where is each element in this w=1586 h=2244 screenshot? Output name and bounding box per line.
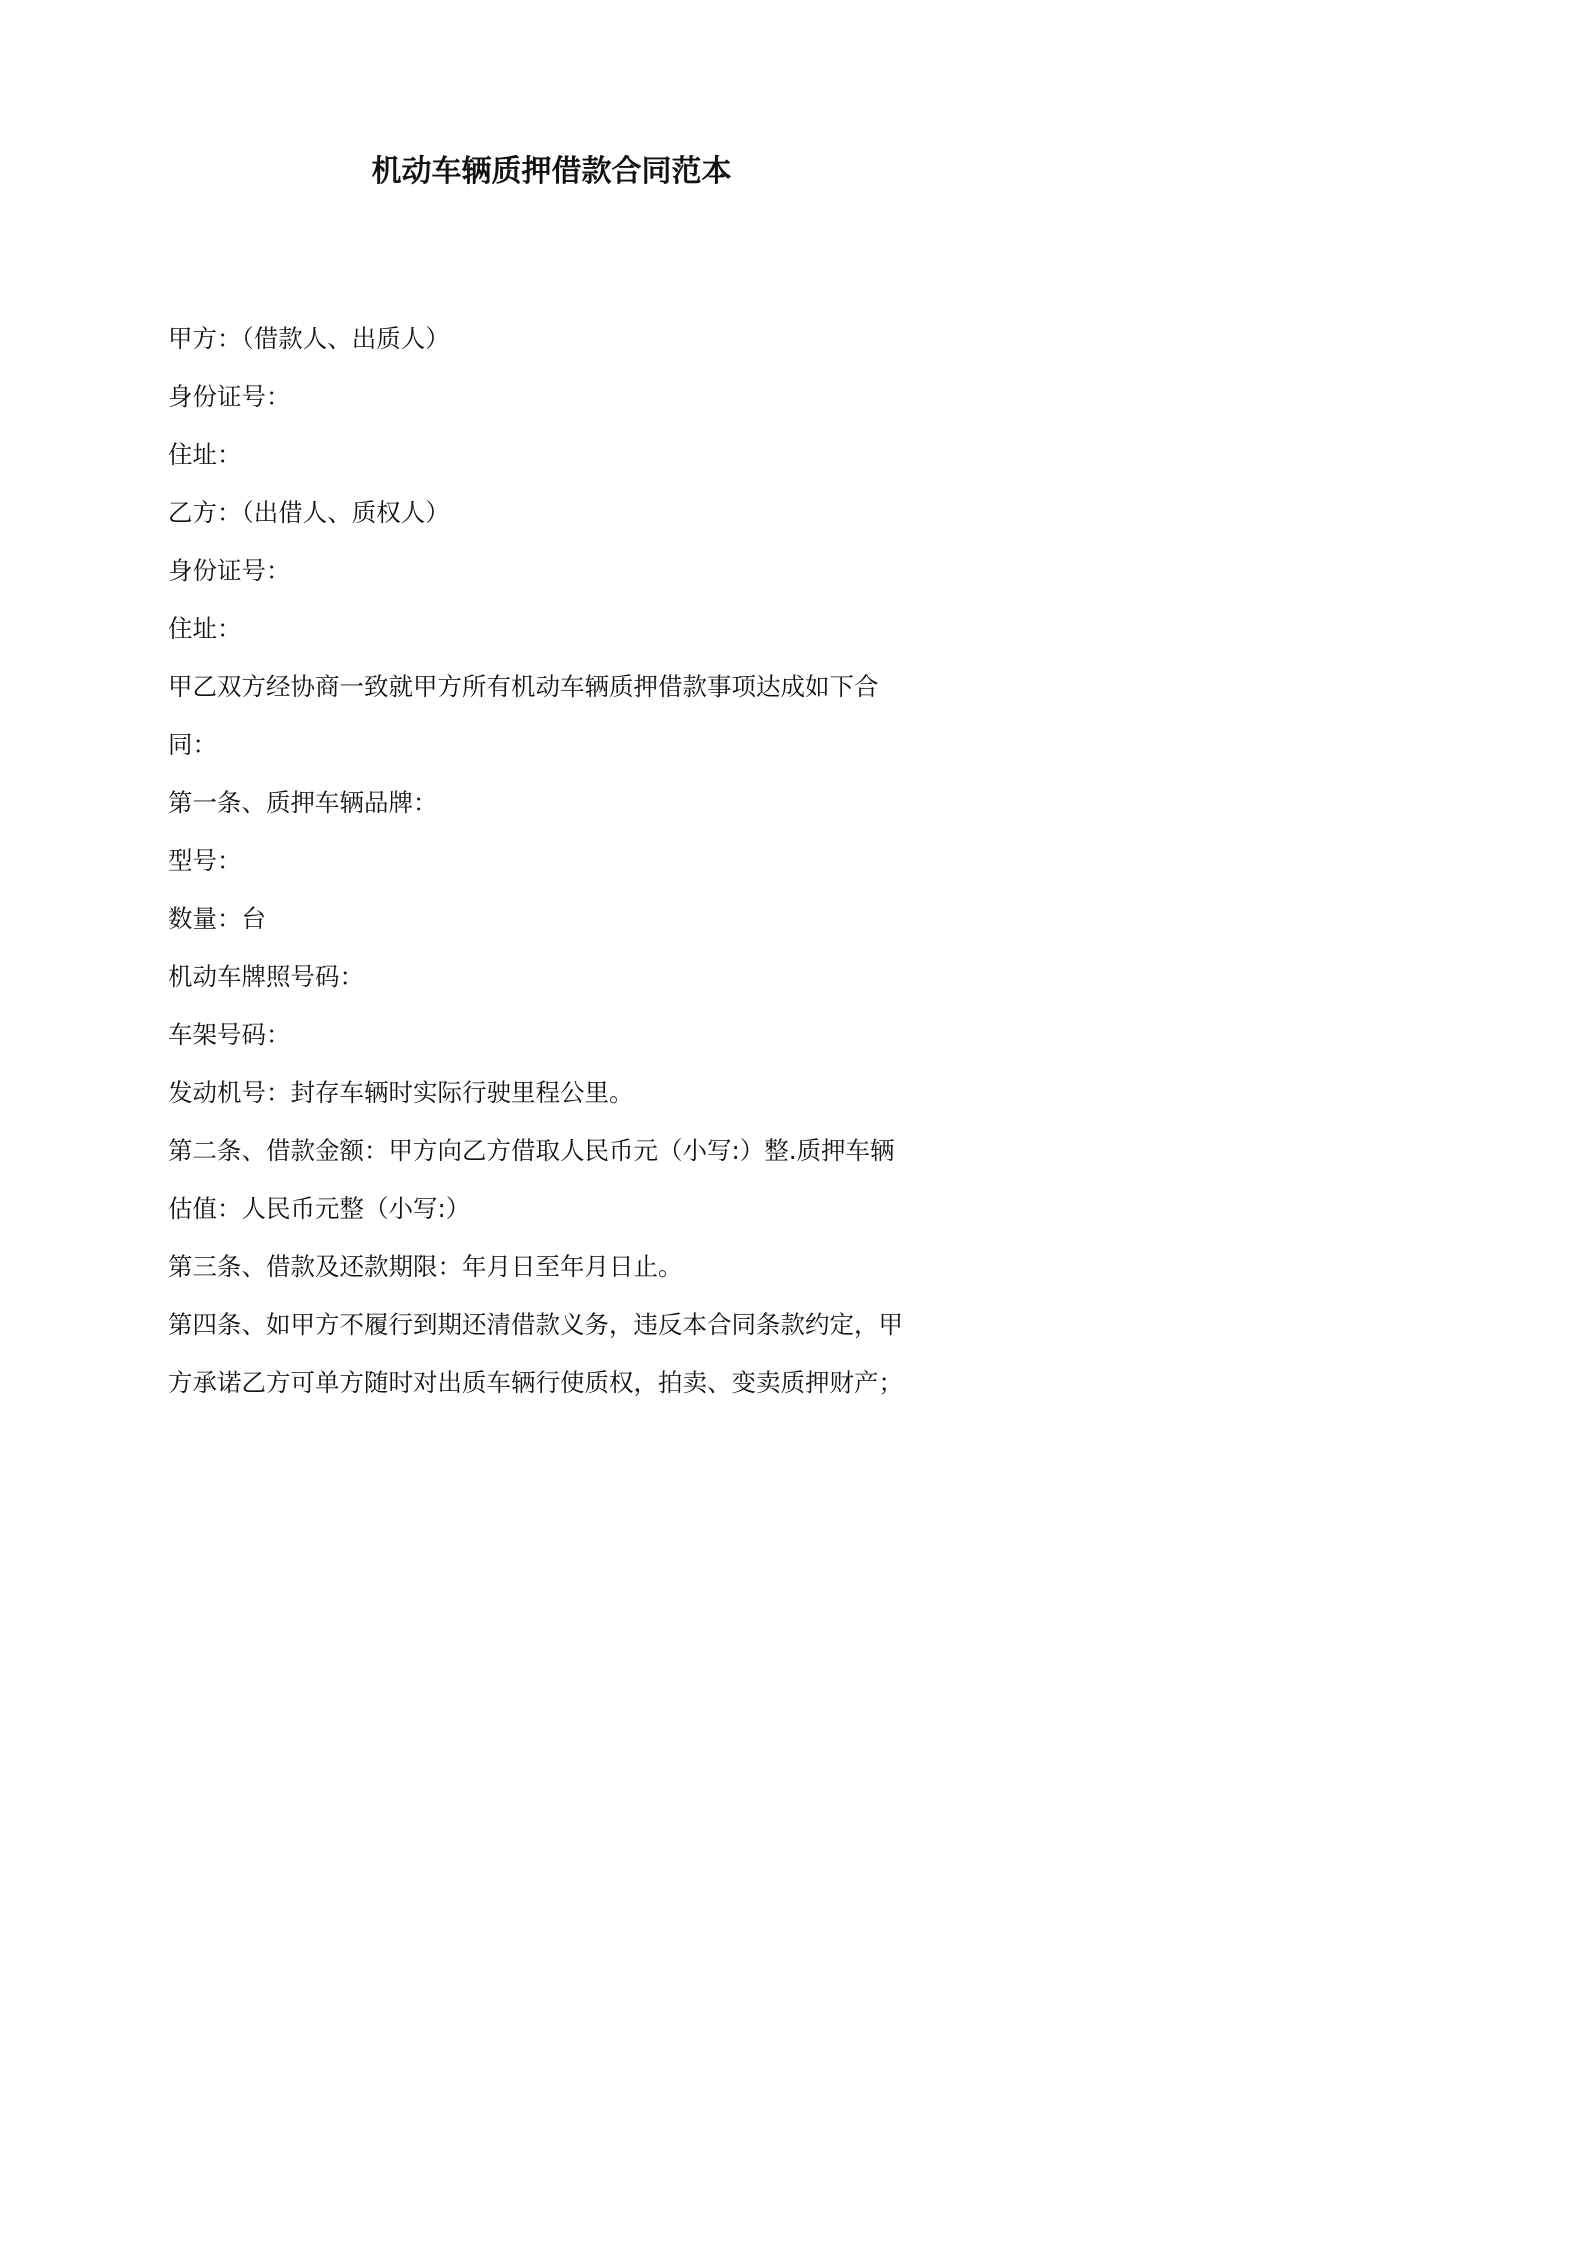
frame-number-line: 车架号码： <box>168 1020 291 1049</box>
valuation-line: 估值：人民币元整（小写:） <box>168 1194 471 1223</box>
model-line: 型号： <box>168 846 242 875</box>
article-4-line-continued: 方承诺乙方可单方随时对出质车辆行使质权，拍卖、变卖质押财产； <box>168 1368 903 1397</box>
party-a-line: 甲方：（借款人、出质人） <box>168 324 450 353</box>
document-body <box>168 310 958 1412</box>
engine-number-line: 发动机号：封存车辆时实际行驶里程公里。 <box>168 1078 634 1107</box>
quantity-line: 数量：台 <box>168 904 266 933</box>
plate-number-line: 机动车牌照号码： <box>168 962 364 991</box>
party-b-line: 乙方：（出借人、质权人） <box>168 498 450 527</box>
document-title: 机动车辆质押借款合同范本 <box>371 154 732 189</box>
party-a-address-line: 住址： <box>168 440 242 469</box>
article-2-amount-line: 第二条、借款金额：甲方向乙方借取人民币元（小写:）整.质押车辆 <box>168 1136 895 1165</box>
party-b-address-line: 住址： <box>168 614 242 643</box>
article-4-line: 第四条、如甲方不履行到期还清借款义务，违反本合同条款约定，甲 <box>168 1310 903 1339</box>
preamble-line: 甲乙双方经协商一致就甲方所有机动车辆质押借款事项达成如下合 <box>168 672 879 701</box>
article-1-brand-line: 第一条、质押车辆品牌： <box>168 788 438 817</box>
article-3-term-line: 第三条、借款及还款期限：年月日至年月日止。 <box>168 1252 683 1281</box>
party-a-id-line: 身份证号： <box>168 382 291 411</box>
party-b-id-line: 身份证号： <box>168 556 291 585</box>
document-page <box>0 0 1103 1561</box>
preamble-line-continued: 同： <box>168 730 217 759</box>
